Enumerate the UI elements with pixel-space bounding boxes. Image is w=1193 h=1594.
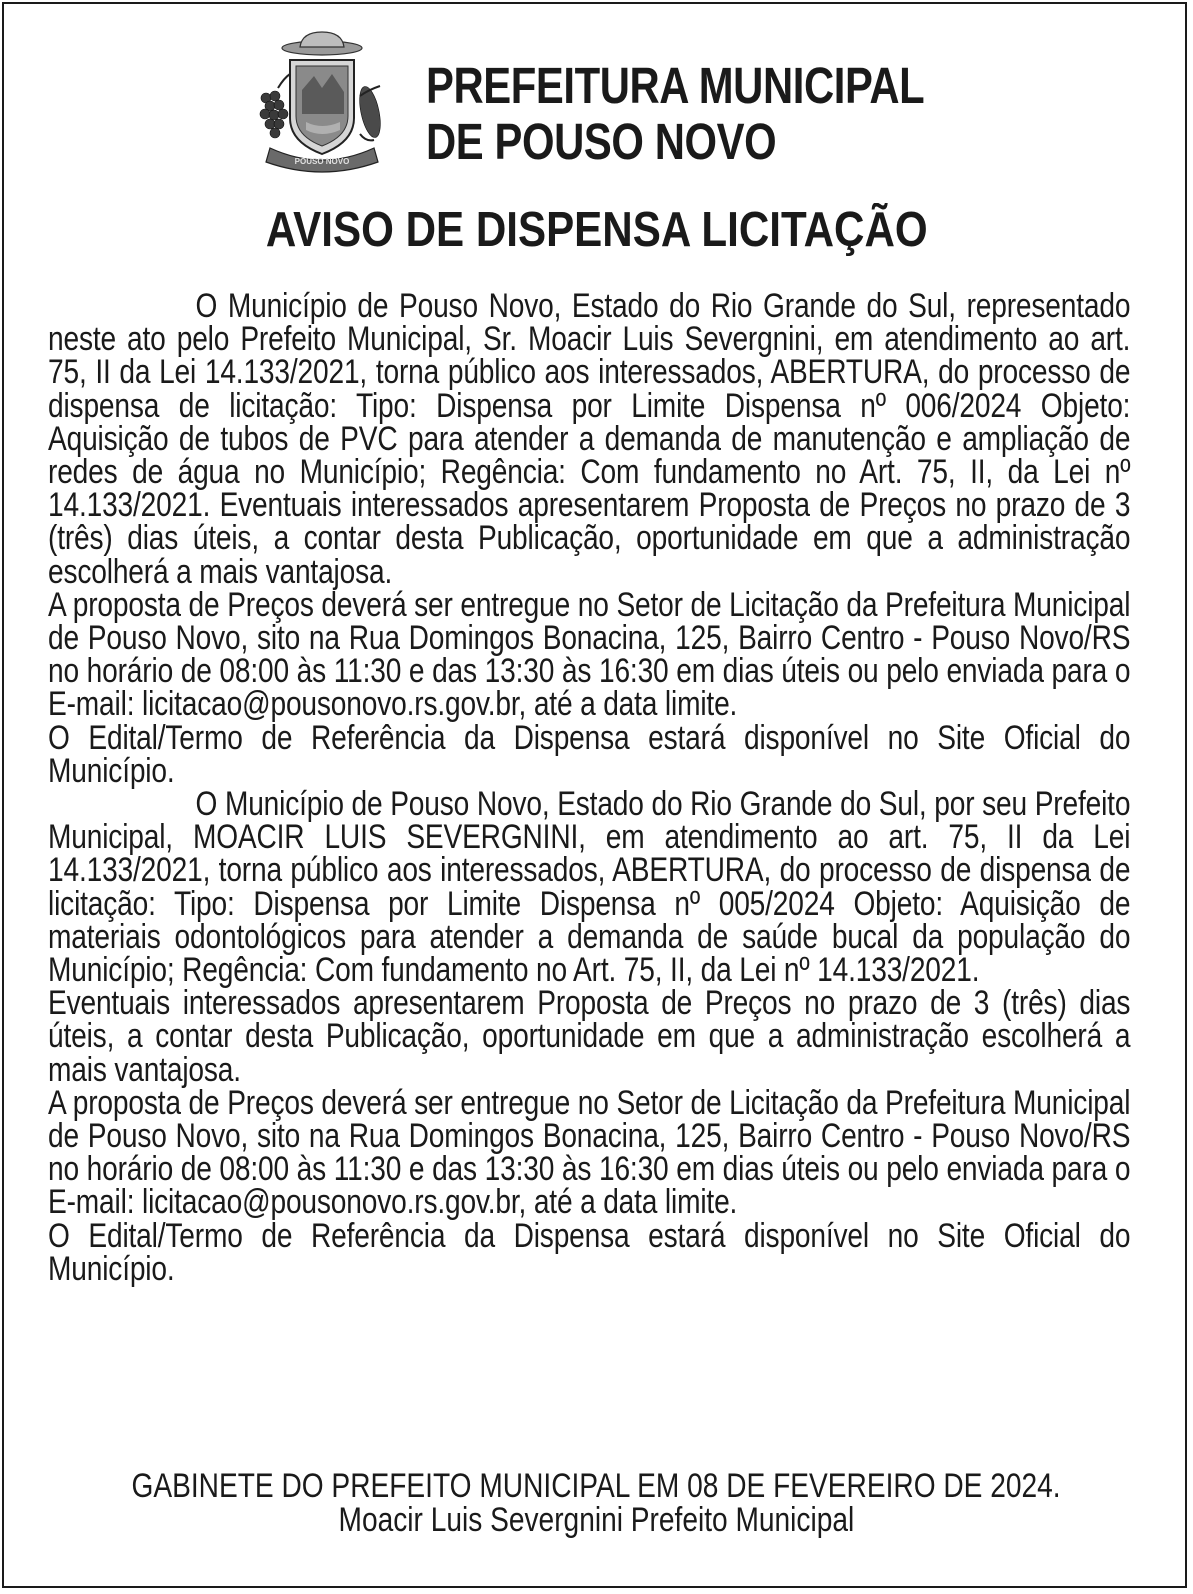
notice-title-text: AVISO DE DISPENSA LICITAÇÃO	[265, 203, 928, 257]
organization-line-2: DE POUSO NOVO	[426, 113, 777, 170]
paragraph-dispensa-006: O Município de Pouso Novo, Estado do Rio Grande do Sul, representado neste ato pelo Prefeito Municipal, Sr. Moacir Luis Severgnini, em atendimento ao art. 75, II da Lei 14.133/2021, torna público aos interessados, ABERTURA, do processo de dispensa de licitação: Tipo: Dispensa por Limite Dispensa nº 006/2024 Objeto: Aquisição de tubos de PVC para atender a demanda de manutenção e ampliação de redes de água no Município; Regência: Com fundamento no Art. 75, II, da Lei nº 14.133/2021. Eventuais interessados apresentarem Proposta de Preços no prazo de 3 (três) dias úteis, a contar desta Publicação, oportunidade em que a administração escolherá a mais vantajosa.	[48, 287, 1131, 591]
notice-body	[48, 287, 1131, 1288]
crest-ribbon-text: POUSO NOVO	[294, 157, 350, 166]
paragraph-proposals-005: Eventuais interessados apresentarem Proposta de Preços no prazo de 3 (três) dias úteis, a contar desta Publicação, oportunidade em que a administração escolherá a mais vantajosa.	[48, 984, 1131, 1089]
footer-office-date: GABINETE DO PREFEITO MUNICIPAL EM 08 DE FEVEREIRO DE 2024.	[131, 1467, 1062, 1505]
paragraph-dispensa-005: O Município de Pouso Novo, Estado do Rio Grande do Sul, por seu Prefeito Municipal, MOACIR LUIS SEVERGNINI, em atendimento ao art. 75, II da Lei 14.133/2021, torna público aos interessados, ABERTURA, do processo de dispensa de licitação: Tipo: Dispensa por Limite Dispensa nº 005/2024 Objeto: Aquisição de materiais odontológicos para atender a demanda de saúde bucal da população do Município; Regência: Com fundamento no Art. 75, II, da Lei nº 14.133/2021.	[48, 785, 1131, 990]
organization-name	[426, 58, 924, 170]
notice-footer	[0, 1467, 1193, 1539]
paragraph-edital-005: O Edital/Termo de Referência da Dispensa estará disponível no Site Oficial do Município.	[48, 1216, 1131, 1288]
paragraph-delivery-005: A proposta de Preços deverá ser entregue no Setor de Licitação da Prefeitura Municipal de Pouso Novo, sito na Rua Domingos Bonacina, 125, Bairro Centro - Pouso Novo/RS no horário de 08:00 às 11:30 e das 13:30 às 16:30 em dias úteis ou pelo enviada para o E-mail: licitacao@pousonovo.rs.gov.br, até a data limite.	[48, 1083, 1131, 1222]
notice-header	[256, 30, 936, 180]
footer-signature: Moacir Luis Severgnini Prefeito Municipal	[338, 1500, 855, 1539]
paragraph-delivery-006: A proposta de Preços deverá ser entregue no Setor de Licitação da Prefeitura Municipal de Pouso Novo, sito na Rua Domingos Bonacina, 125, Bairro Centro - Pouso Novo/RS no horário de 08:00 às 11:30 e das 13:30 às 16:30 em dias úteis ou pelo enviada para o E-mail: licitacao@pousonovo.rs.gov.br, até a data limite.	[48, 585, 1131, 724]
municipal-crest-logo	[256, 30, 388, 176]
notice-title	[0, 202, 1193, 258]
organization-line-1: PREFEITURA MUNICIPAL	[426, 57, 925, 114]
paragraph-edital-006: O Edital/Termo de Referência da Dispensa estará disponível no Site Oficial do Município.	[48, 718, 1131, 790]
